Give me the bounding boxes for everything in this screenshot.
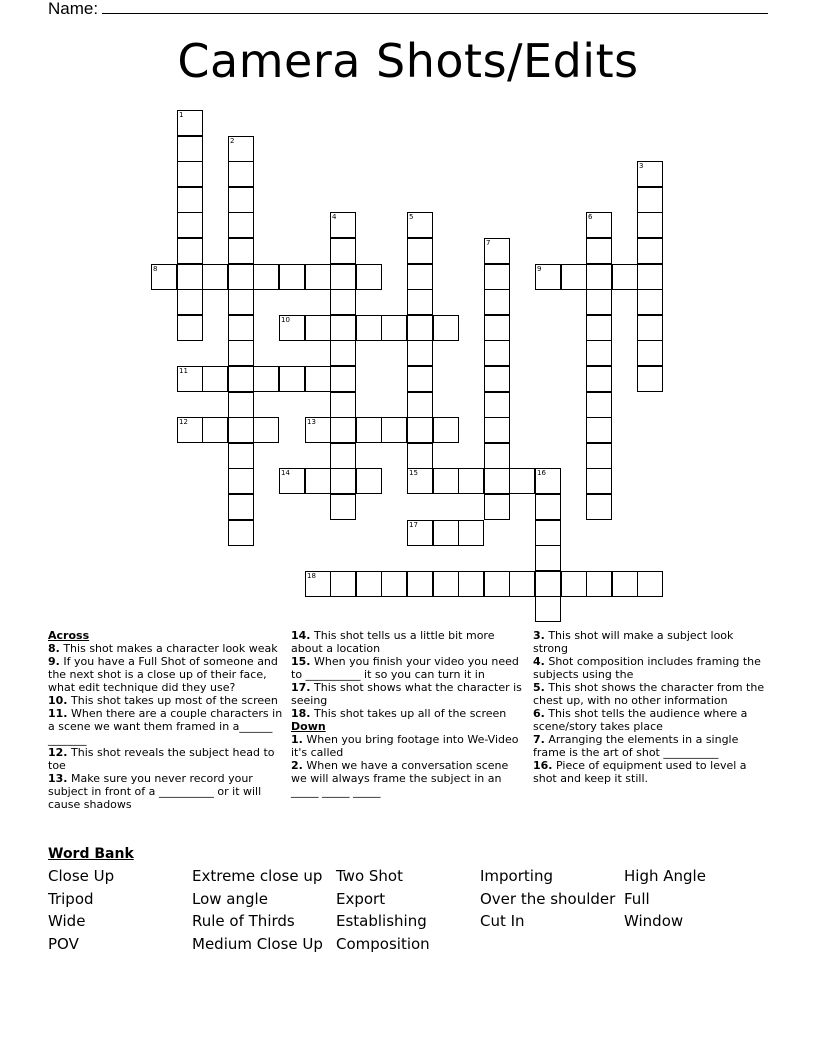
crossword-cell[interactable] bbox=[202, 264, 228, 290]
clue-item bbox=[533, 707, 767, 733]
crossword-cell[interactable] bbox=[253, 264, 279, 290]
crossword-cell[interactable] bbox=[458, 468, 484, 494]
crossword-cell[interactable] bbox=[433, 571, 459, 597]
clue-item bbox=[48, 655, 284, 694]
clue-item bbox=[48, 642, 284, 655]
clue-number: 5. bbox=[533, 681, 545, 694]
clue-number: 18 bbox=[307, 572, 316, 580]
crossword-cell[interactable] bbox=[228, 494, 254, 520]
clue-item bbox=[48, 772, 284, 811]
crossword-cell[interactable] bbox=[356, 417, 382, 443]
crossword-cell[interactable] bbox=[228, 392, 254, 418]
clue-text: Arranging the elements in a single frame is the art of shot __________ bbox=[533, 733, 739, 759]
crossword-cell[interactable] bbox=[228, 161, 254, 187]
clue-text: This shot will make a subject look strong bbox=[533, 629, 734, 655]
crossword-cell[interactable] bbox=[253, 366, 279, 392]
crossword-cell[interactable] bbox=[330, 289, 356, 315]
clue-text: If you have a Full Shot of someone and the next shot is a close up of their face, what edit technique did they use? bbox=[48, 655, 278, 694]
word-bank-item: Export bbox=[336, 890, 386, 908]
crossword-cell[interactable] bbox=[484, 289, 510, 315]
crossword-cell[interactable] bbox=[330, 340, 356, 366]
crossword-cell[interactable] bbox=[637, 187, 663, 213]
crossword-cell[interactable] bbox=[637, 366, 663, 392]
clue-number: 7. bbox=[533, 733, 545, 746]
crossword-cell[interactable] bbox=[586, 264, 612, 290]
clue-item bbox=[533, 629, 767, 655]
clue-number: 11 bbox=[179, 367, 188, 375]
crossword-cell[interactable] bbox=[407, 340, 433, 366]
crossword-cell[interactable] bbox=[586, 571, 612, 597]
word-bank-item: Wide bbox=[48, 912, 86, 930]
clue-item bbox=[291, 707, 525, 720]
clue-number: 6. bbox=[533, 707, 545, 720]
word-bank-item: High Angle bbox=[624, 867, 706, 885]
clue-number: 16. bbox=[533, 759, 553, 772]
crossword-cell[interactable] bbox=[330, 315, 356, 341]
crossword-cell[interactable] bbox=[484, 264, 510, 290]
word-bank-item: Two Shot bbox=[336, 867, 403, 885]
crossword-cell[interactable] bbox=[509, 571, 535, 597]
crossword-cell[interactable] bbox=[509, 468, 535, 494]
clue-text: Shot composition includes framing the subjects using the bbox=[533, 655, 761, 681]
clue-number: 14 bbox=[281, 469, 290, 477]
clue-item bbox=[291, 655, 525, 681]
clue-item bbox=[533, 759, 767, 785]
clue-item bbox=[48, 694, 284, 707]
clues-column-1 bbox=[48, 629, 284, 811]
crossword-cell[interactable] bbox=[637, 340, 663, 366]
crossword-cell[interactable] bbox=[330, 468, 356, 494]
name-label: Name: bbox=[48, 0, 99, 18]
down-heading: Down bbox=[291, 720, 326, 733]
crossword-cell[interactable] bbox=[177, 264, 203, 290]
clue-number: 1 bbox=[179, 111, 184, 119]
clue-text: Make sure you never record your subject in front of a __________ or it will cause shadows bbox=[48, 772, 262, 811]
crossword-cell[interactable] bbox=[407, 443, 433, 469]
word-bank-item: Rule of Thirds bbox=[192, 912, 295, 930]
clue-text: When you finish your video you need to __________ it so you can turn it in bbox=[291, 655, 519, 681]
clue-number: 9. bbox=[48, 655, 60, 668]
clue-text: This shot reveals the subject head to toe bbox=[48, 746, 275, 772]
clue-text: This shot tells the audience where a scene/story takes place bbox=[533, 707, 748, 733]
crossword-cell[interactable] bbox=[637, 264, 663, 290]
crossword-cell[interactable] bbox=[228, 315, 254, 341]
crossword-cell[interactable] bbox=[202, 417, 228, 443]
clue-number: 6 bbox=[588, 213, 593, 221]
crossword-cell[interactable] bbox=[484, 392, 510, 418]
clue-number: 8 bbox=[153, 265, 158, 273]
crossword-cell[interactable] bbox=[407, 366, 433, 392]
clue-number: 17 bbox=[409, 521, 418, 529]
crossword-cell[interactable] bbox=[177, 315, 203, 341]
crossword-cell[interactable] bbox=[202, 366, 228, 392]
crossword-cell[interactable] bbox=[637, 289, 663, 315]
clue-number: 18. bbox=[291, 707, 311, 720]
crossword-cell[interactable] bbox=[407, 315, 433, 341]
clue-text: When we have a conversation scene we will always frame the subject in an _____ _____ _____ bbox=[291, 759, 509, 798]
word-bank-item: Low angle bbox=[192, 890, 268, 908]
clue-number: 10 bbox=[281, 316, 290, 324]
crossword-cell[interactable] bbox=[356, 315, 382, 341]
crossword-cell[interactable] bbox=[484, 443, 510, 469]
crossword-cell[interactable] bbox=[330, 264, 356, 290]
clue-item bbox=[291, 629, 525, 655]
word-bank-item: Establishing bbox=[336, 912, 427, 930]
crossword-cell[interactable] bbox=[484, 315, 510, 341]
crossword-cell[interactable] bbox=[305, 468, 331, 494]
crossword-cell[interactable] bbox=[433, 520, 459, 546]
crossword-cell[interactable] bbox=[637, 238, 663, 264]
crossword-cell[interactable] bbox=[356, 264, 382, 290]
crossword-cell[interactable] bbox=[279, 264, 305, 290]
crossword-cell[interactable] bbox=[407, 417, 433, 443]
word-bank-item: Over the shoulder bbox=[480, 890, 616, 908]
crossword-cell[interactable] bbox=[228, 443, 254, 469]
crossword-cell[interactable] bbox=[637, 571, 663, 597]
crossword-cell[interactable] bbox=[407, 289, 433, 315]
crossword-cell[interactable] bbox=[228, 417, 254, 443]
clue-number: 1. bbox=[291, 733, 303, 746]
crossword-cell[interactable] bbox=[177, 212, 203, 238]
crossword-cell[interactable] bbox=[535, 545, 561, 571]
crossword-cell[interactable] bbox=[612, 571, 638, 597]
crossword-cell[interactable] bbox=[407, 264, 433, 290]
word-bank-item: POV bbox=[48, 935, 79, 953]
clue-item bbox=[291, 681, 525, 707]
across-heading: Across bbox=[48, 629, 90, 642]
crossword-cell[interactable] bbox=[586, 468, 612, 494]
word-bank-item: Extreme close up bbox=[192, 867, 323, 885]
clue-number: 3. bbox=[533, 629, 545, 642]
crossword-cell[interactable] bbox=[330, 392, 356, 418]
clues-column-3 bbox=[533, 629, 767, 785]
crossword-cell[interactable] bbox=[356, 468, 382, 494]
crossword-cell[interactable] bbox=[330, 417, 356, 443]
crossword-cell[interactable] bbox=[151, 264, 177, 290]
word-bank-item: Composition bbox=[336, 935, 430, 953]
crossword-cell[interactable] bbox=[586, 340, 612, 366]
clue-item bbox=[533, 681, 767, 707]
clue-item bbox=[48, 746, 284, 772]
clue-text: When there are a couple characters in a scene we want them framed in a______ _______ bbox=[48, 707, 283, 746]
crossword-cell[interactable] bbox=[305, 366, 331, 392]
crossword-cell[interactable] bbox=[177, 187, 203, 213]
crossword-cell[interactable] bbox=[228, 238, 254, 264]
clue-number: 15. bbox=[291, 655, 311, 668]
crossword-cell[interactable] bbox=[177, 110, 203, 136]
word-bank-item: Close Up bbox=[48, 867, 115, 885]
crossword-cell[interactable] bbox=[330, 212, 356, 238]
crossword-cell[interactable] bbox=[637, 161, 663, 187]
clue-text: This shot shows the character from the chest up, with no other information bbox=[533, 681, 765, 707]
clue-number: 2. bbox=[291, 759, 303, 772]
crossword-cell[interactable] bbox=[407, 571, 433, 597]
page-title: Camera Shots/Edits bbox=[177, 34, 639, 88]
crossword-cell[interactable] bbox=[586, 392, 612, 418]
crossword-cell[interactable] bbox=[305, 417, 331, 443]
crossword-cell[interactable] bbox=[586, 238, 612, 264]
clue-number: 2 bbox=[230, 137, 235, 145]
clue-number: 5 bbox=[409, 213, 414, 221]
crossword-cell[interactable] bbox=[279, 468, 305, 494]
crossword-cell[interactable] bbox=[458, 520, 484, 546]
crossword-cell[interactable] bbox=[433, 315, 459, 341]
crossword-cell[interactable] bbox=[561, 264, 587, 290]
clue-text: This shot takes up all of the screen bbox=[310, 707, 507, 720]
crossword-cell[interactable] bbox=[228, 340, 254, 366]
crossword-cell[interactable] bbox=[535, 264, 561, 290]
crossword-cell[interactable] bbox=[586, 315, 612, 341]
word-bank-item: Importing bbox=[480, 867, 553, 885]
crossword-cell[interactable] bbox=[535, 520, 561, 546]
crossword-cell[interactable] bbox=[535, 596, 561, 622]
crossword-cell[interactable] bbox=[228, 212, 254, 238]
crossword-cell[interactable] bbox=[484, 571, 510, 597]
crossword-cell[interactable] bbox=[330, 238, 356, 264]
crossword-cell[interactable] bbox=[177, 136, 203, 162]
crossword-cell[interactable] bbox=[586, 366, 612, 392]
clue-text: When you bring footage into We-Video it's called bbox=[291, 733, 519, 759]
crossword-cell[interactable] bbox=[305, 571, 331, 597]
crossword-cell[interactable] bbox=[637, 315, 663, 341]
clue-text: This shot shows what the character is seeing bbox=[291, 681, 522, 707]
crossword-cell[interactable] bbox=[253, 417, 279, 443]
crossword-cell[interactable] bbox=[407, 520, 433, 546]
crossword-cell[interactable] bbox=[330, 366, 356, 392]
word-bank-item: Medium Close Up bbox=[192, 935, 323, 953]
clue-number: 16 bbox=[537, 469, 546, 477]
word-bank-item: Window bbox=[624, 912, 684, 930]
crossword-cell[interactable] bbox=[561, 571, 587, 597]
crossword-cell[interactable] bbox=[586, 212, 612, 238]
clue-text: This shot makes a character look weak bbox=[59, 642, 278, 655]
word-bank-item: Cut In bbox=[480, 912, 525, 930]
clue-number: 9 bbox=[537, 265, 542, 273]
crossword-cell[interactable] bbox=[330, 494, 356, 520]
crossword-cell[interactable] bbox=[407, 212, 433, 238]
clue-number: 10. bbox=[48, 694, 68, 707]
crossword-cell[interactable] bbox=[177, 161, 203, 187]
word-bank-item: Tripod bbox=[48, 890, 94, 908]
crossword-cell[interactable] bbox=[228, 289, 254, 315]
clue-number: 13. bbox=[48, 772, 68, 785]
crossword-cell[interactable] bbox=[484, 468, 510, 494]
crossword-cell[interactable] bbox=[228, 187, 254, 213]
crossword-cell[interactable] bbox=[381, 571, 407, 597]
clue-number: 15 bbox=[409, 469, 418, 477]
crossword-cell[interactable] bbox=[407, 238, 433, 264]
crossword-cell[interactable] bbox=[637, 212, 663, 238]
crossword-cell[interactable] bbox=[586, 417, 612, 443]
crossword-cell[interactable] bbox=[586, 494, 612, 520]
crossword-cell[interactable] bbox=[177, 238, 203, 264]
crossword-cell[interactable] bbox=[484, 238, 510, 264]
clue-number: 17. bbox=[291, 681, 311, 694]
clue-item bbox=[291, 759, 525, 798]
crossword-cell[interactable] bbox=[535, 571, 561, 597]
crossword-cell[interactable] bbox=[279, 315, 305, 341]
clue-item bbox=[533, 655, 767, 681]
crossword-cell[interactable] bbox=[177, 366, 203, 392]
word-bank-item: Full bbox=[624, 890, 650, 908]
crossword-cell[interactable] bbox=[228, 136, 254, 162]
clue-text: This shot takes up most of the screen bbox=[67, 694, 278, 707]
clue-item bbox=[48, 707, 284, 746]
crossword-cell[interactable] bbox=[586, 443, 612, 469]
clue-item bbox=[291, 733, 525, 759]
clue-text: This shot tells us a little bit more about a location bbox=[291, 629, 495, 655]
clue-number: 8. bbox=[48, 642, 60, 655]
crossword-cell[interactable] bbox=[484, 366, 510, 392]
crossword-cell[interactable] bbox=[305, 264, 331, 290]
crossword-cell[interactable] bbox=[612, 264, 638, 290]
crossword-cell[interactable] bbox=[535, 468, 561, 494]
crossword-cell[interactable] bbox=[484, 494, 510, 520]
crossword-cell[interactable] bbox=[407, 392, 433, 418]
clue-number: 14. bbox=[291, 629, 311, 642]
clue-number: 4 bbox=[332, 213, 337, 221]
crossword-cell[interactable] bbox=[484, 417, 510, 443]
crossword-cell[interactable] bbox=[228, 264, 254, 290]
clue-number: 13 bbox=[307, 418, 316, 426]
word-bank-heading: Word Bank bbox=[48, 846, 134, 862]
crossword-cell[interactable] bbox=[177, 289, 203, 315]
crossword-cell[interactable] bbox=[330, 443, 356, 469]
clue-number: 12 bbox=[179, 418, 188, 426]
clue-number: 7 bbox=[486, 239, 491, 247]
crossword-cell[interactable] bbox=[228, 468, 254, 494]
crossword-cell[interactable] bbox=[330, 571, 356, 597]
clue-number: 3 bbox=[639, 162, 644, 170]
crossword-cell[interactable] bbox=[433, 468, 459, 494]
crossword-cell[interactable] bbox=[407, 468, 433, 494]
crossword-cell[interactable] bbox=[228, 520, 254, 546]
crossword-cell[interactable] bbox=[356, 571, 382, 597]
crossword-cell[interactable] bbox=[177, 417, 203, 443]
crossword-cell[interactable] bbox=[458, 571, 484, 597]
crossword-cell[interactable] bbox=[535, 494, 561, 520]
clue-item bbox=[533, 733, 767, 759]
clue-number: 11. bbox=[48, 707, 68, 720]
crossword-cell[interactable] bbox=[433, 417, 459, 443]
clues-column-2 bbox=[291, 629, 525, 798]
crossword-cell[interactable] bbox=[228, 366, 254, 392]
crossword-cell[interactable] bbox=[279, 366, 305, 392]
crossword-cell[interactable] bbox=[586, 289, 612, 315]
crossword-cell[interactable] bbox=[305, 315, 331, 341]
crossword-cell[interactable] bbox=[381, 417, 407, 443]
clue-number: 4. bbox=[533, 655, 545, 668]
clue-number: 12. bbox=[48, 746, 68, 759]
crossword-cell[interactable] bbox=[484, 340, 510, 366]
clue-text: Piece of equipment used to level a shot and keep it still. bbox=[533, 759, 747, 785]
crossword-cell[interactable] bbox=[381, 315, 407, 341]
